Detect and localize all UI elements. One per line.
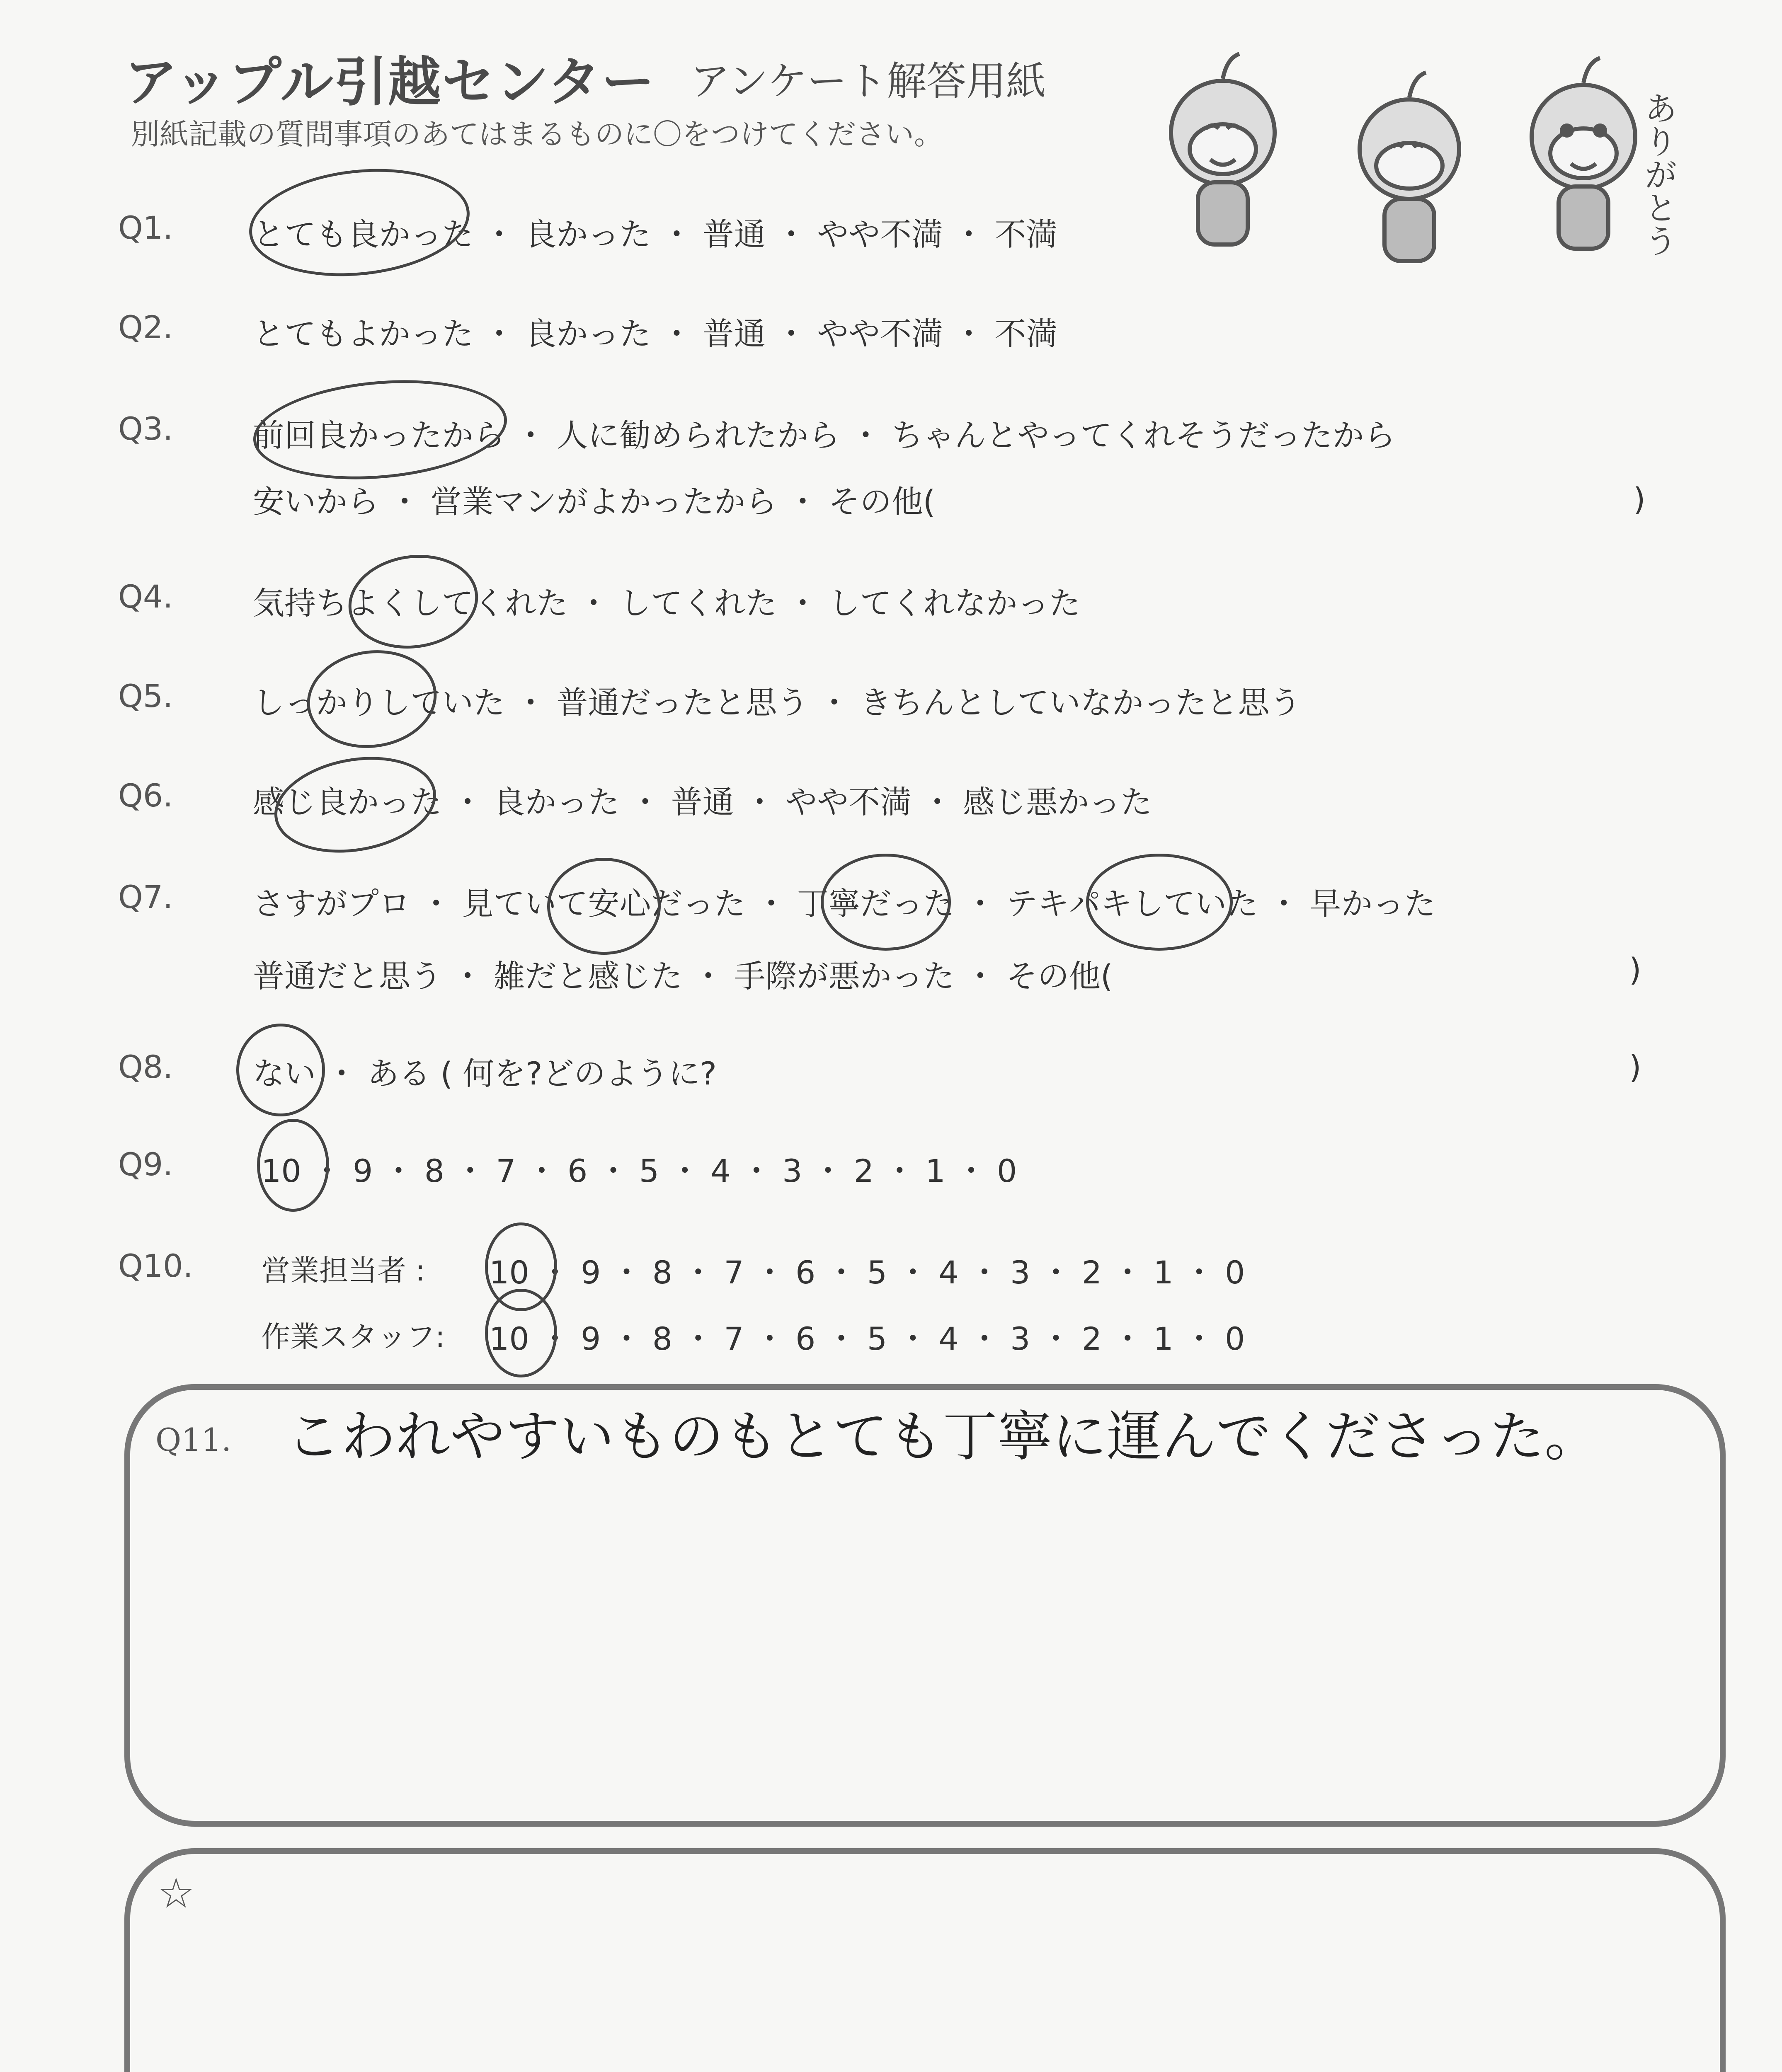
q10-sales-scale: 10 ・ 9 ・ 8 ・ 7 ・ 6 ・ 5 ・ 4 ・ 3 ・ 2 ・ 1 ・ 0 bbox=[489, 1254, 1245, 1291]
q9-answer-circle bbox=[257, 1119, 329, 1212]
q9-scale: 10 ・ 9 ・ 8 ・ 7 ・ 6 ・ 5 ・ 4 ・ 3 ・ 2 ・ 1 ・ 0 bbox=[261, 1152, 1017, 1189]
q7-options-line1: さすがプロ ・ 見ていて安心だった ・ 丁寧だった ・ テキパキしていた ・ 早かった bbox=[253, 885, 1436, 922]
q10-staff-label: 作業スタッフ: bbox=[261, 1320, 445, 1354]
q10-staff-scale: 10 ・ 9 ・ 8 ・ 7 ・ 6 ・ 5 ・ 4 ・ 3 ・ 2 ・ 1 ・ 0 bbox=[489, 1320, 1245, 1357]
q9-label: Q9. bbox=[118, 1146, 173, 1183]
q7-answer-circle-2 bbox=[821, 854, 951, 951]
q1-options: とても良かった ・ 良かった ・ 普通 ・ やや不満 ・ 不満 bbox=[253, 216, 1058, 253]
instructions: 別紙記載の質問事項のあてはまるものに〇をつけてください。 bbox=[131, 117, 943, 151]
q5-options: しっかりしていた ・ 普通だったと思う ・ きちんとしていなかったと思う bbox=[253, 684, 1301, 721]
q10-label: Q10. bbox=[118, 1247, 193, 1284]
thanks-text: ありがとう bbox=[1639, 91, 1678, 257]
q3-options-line2: 安いから ・ 営業マンがよかったから ・ その他( bbox=[253, 483, 936, 520]
star-label: ☆ bbox=[158, 1869, 195, 1917]
q3-options-line1: 前回良かったから ・ 人に勧められたから ・ ちゃんとやってくれそうだったから bbox=[253, 417, 1396, 454]
q8-label: Q8. bbox=[118, 1048, 173, 1085]
q8-answer-circle bbox=[236, 1024, 325, 1116]
q10-staff-answer-circle bbox=[485, 1289, 557, 1377]
q10-sales-label: 営業担当者 : bbox=[261, 1254, 425, 1288]
q6-options: 感じ良かった ・ 良かった ・ 普通 ・ やや不満 ・ 感じ悪かった bbox=[253, 784, 1152, 821]
form-subtitle: アンケート解答用紙 bbox=[690, 58, 1046, 104]
q3-label: Q3. bbox=[118, 410, 173, 447]
q1-answer-circle bbox=[244, 159, 475, 286]
q8-options: ない ・ ある ( 何を?どのように? bbox=[253, 1055, 717, 1092]
q5-answer-circle bbox=[301, 642, 443, 756]
q7-answer-circle-1 bbox=[547, 858, 661, 955]
q4-label: Q4. bbox=[118, 578, 173, 615]
monkey-icon bbox=[1360, 73, 1459, 261]
monkey-icon bbox=[1171, 54, 1275, 244]
mascot-illustration bbox=[1144, 41, 1691, 274]
q2-options: とてもよかった ・ 良かった ・ 普通 ・ やや不満 ・ 不満 bbox=[253, 315, 1058, 352]
q7-close-paren: ) bbox=[1629, 951, 1641, 988]
q7-options-line2: 普通だと思う ・ 雑だと感じた ・ 手際が悪かった ・ その他( bbox=[253, 958, 1113, 995]
q6-answer-circle bbox=[267, 745, 444, 864]
q4-options: 気持ちよくしてくれた ・ してくれた ・ してくれなかった bbox=[253, 585, 1081, 622]
q6-label: Q6. bbox=[118, 777, 173, 814]
form-title: アップル引越センター bbox=[124, 51, 655, 113]
q1-label: Q1. bbox=[118, 209, 173, 246]
q7-label: Q7. bbox=[118, 879, 173, 915]
q4-answer-circle bbox=[342, 547, 484, 657]
free-comment-box bbox=[124, 1848, 1726, 2072]
q7-answer-circle-3 bbox=[1086, 854, 1233, 951]
q11-answer-text: こわれやすいものもとても丁寧に運んでくださった。 bbox=[286, 1405, 1599, 1469]
q8-close-paren: ) bbox=[1629, 1048, 1641, 1085]
q2-label: Q2. bbox=[118, 309, 173, 346]
q11-label: Q11. bbox=[155, 1421, 232, 1458]
q3-answer-circle bbox=[249, 370, 511, 489]
q5-label: Q5. bbox=[118, 678, 173, 714]
q3-close-paren: ) bbox=[1633, 481, 1646, 518]
monkey-icon bbox=[1532, 58, 1635, 249]
